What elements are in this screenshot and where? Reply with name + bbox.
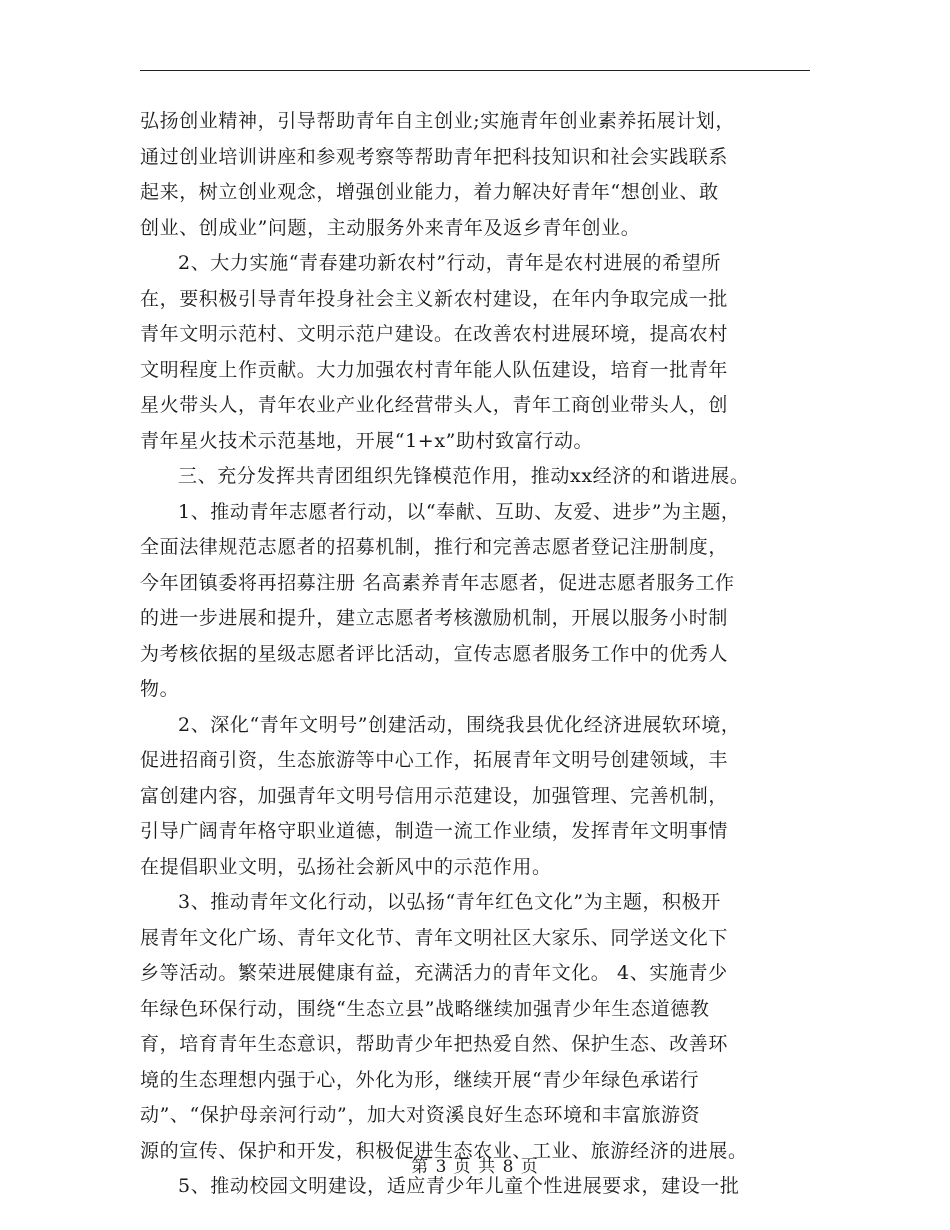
text-line: 弘扬创业精神，引导帮助青年自主创业;实施青年创业素养拓展计划， (140, 110, 736, 132)
text-line: 今年团镇委将再招募注册 名高素养青年志愿者，促进志愿者服务工作 (140, 571, 735, 594)
text-line: 育，培育青年生态意识，帮助青少年把热爱自然、保护生态、改善环 (140, 1033, 729, 1055)
text-line: 促进招商引资，生态旅游等中心工作，拓展青年文明号创建领域，丰 (140, 749, 729, 771)
document-body (140, 104, 820, 1205)
text-line: 通过创业培训讲座和参观考察等帮助青年把科技知识和社会实践联系 (140, 145, 729, 168)
text-line: 境的生态理想内强于心，外化为形，继续开展“青少年绿色承诺行 (140, 1068, 700, 1091)
text-line: 5、推动校园文明建设，适应青少年儿童个性进展要求，建设一批 (178, 1175, 740, 1197)
text-line: 2、深化“青年文明号”创建活动，围绕我县优化经济进展软环境， (178, 713, 741, 736)
header-rule (140, 70, 810, 71)
text-line: 为考核依据的星级志愿者评比活动，宣传志愿者服务工作中的优秀人 (140, 642, 729, 665)
text-line: 富创建内容，加强青年文明号信用示范建设，加强管理、完善机制， (140, 784, 729, 807)
text-line: 动”、“保护母亲河行动”，加大对资溪良好生态环境和丰富旅游资 (140, 1104, 701, 1126)
text-line: 的进一步进展和提升，建立志愿者考核激励机制，开展以服务小时制 (140, 607, 729, 629)
text-line: 2、大力实施“青春建功新农村”行动，青年是农村进展的希望所 (178, 252, 721, 274)
text-line: 文明程度上作贡献。大力加强农村青年能人队伍建设，培育一批青年 (140, 358, 729, 381)
text-line: 乡等活动。繁荣进展健康有益，充满活力的青年文化。 4、实施青少 (140, 962, 728, 984)
text-line: 起来，树立创业观念，增强创业能力，着力解决好青年“想创业、敢 (140, 181, 719, 203)
text-line: 青年文明示范村、文明示范户建设。在改善农村进展环境，提高农村 (140, 323, 729, 345)
text-line: 创业、创成业”问题，主动服务外来青年及返乡青年创业。 (140, 216, 641, 239)
text-line: 星火带头人，青年农业产业化经营带头人，青年工商创业带头人，创 (140, 394, 729, 416)
text-line: 1、推动青年志愿者行动，以“奉献、互助、友爱、进步”为主题， (178, 500, 741, 523)
text-line: 三、充分发挥共青团组织先锋模范作用，推动xx经济的和谐进展。 (178, 465, 750, 487)
text-line: 青年星火技术示范基地，开展“1+x”助村致富行动。 (140, 429, 594, 452)
text-line: 年绿色环保行动，围绕“生态立县”战略继续加强青少年生态道德教 (140, 997, 710, 1020)
page-number: 第 3 页 共 8 页 (411, 1157, 539, 1177)
text-line: 引导广阔青年格守职业道德，制造一流工作业绩，发挥青年文明事情 (140, 820, 729, 842)
text-line: 展青年文化广场、青年文化节、青年文明社区大家乐、同学送文化下 (140, 926, 729, 949)
text-line: 在，要积极引导青年投身社会主义新农村建设，在年内争取完成一批 (140, 287, 729, 310)
text-line: 物。 (140, 678, 180, 700)
text-line: 在提倡职业文明，弘扬社会新风中的示范作用。 (140, 855, 552, 878)
text-line: 源的宣传、保护和开发，积极促进生态农业、工业、旅游经济的进展。 (140, 1139, 748, 1162)
text-line: 全面法律规范志愿者的招募机制，推行和完善志愿者登记注册制度， (140, 536, 729, 558)
text-line: 3、推动青年文化行动，以弘扬“青年红色文化”为主题，积极开 (178, 891, 721, 913)
